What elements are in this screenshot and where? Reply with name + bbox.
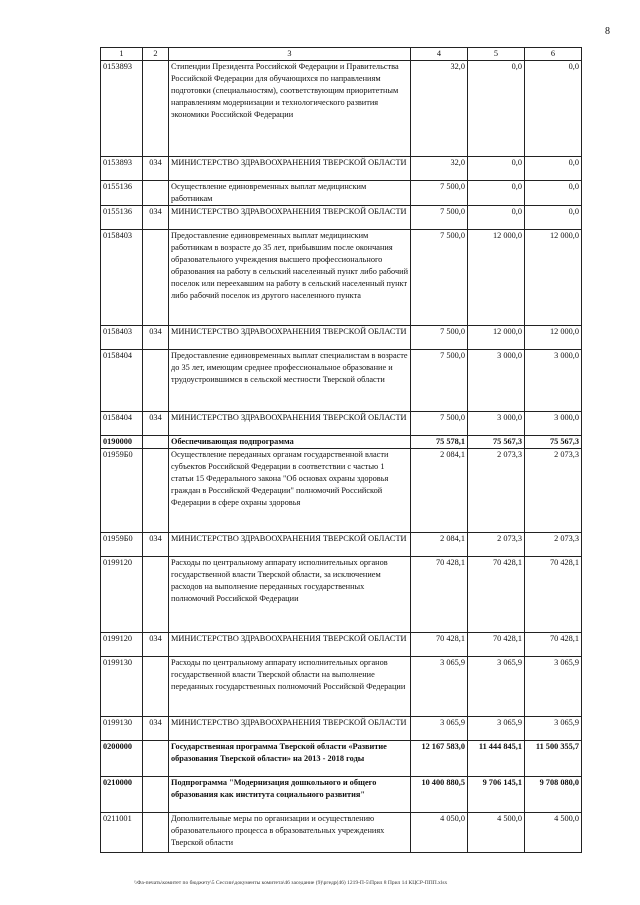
cell-amount-2016: 7 500,0 [411, 350, 468, 412]
table-row [101, 61, 582, 157]
column-header: 5 [468, 48, 525, 61]
table-row [101, 206, 582, 230]
cell-name: МИНИСТЕРСТВО ЗДРАВООХРАНЕНИЯ ТВЕРСКОЙ ОБЛАСТИ [169, 633, 411, 657]
cell-amount-2017: 0,0 [468, 181, 525, 206]
table-row [101, 181, 582, 206]
cell-amount-2018: 3 065,9 [525, 657, 582, 717]
cell-amount-2017: 75 567,3 [468, 436, 525, 449]
cell-amount-2016: 70 428,1 [411, 633, 468, 657]
cell-amount-2016: 3 065,9 [411, 717, 468, 741]
cell-amount-2017: 3 065,9 [468, 717, 525, 741]
cell-code: 0211001 [101, 813, 143, 853]
table-row [101, 412, 582, 436]
table-row [101, 633, 582, 657]
cell-amount-2017: 2 073,3 [468, 533, 525, 557]
cell-amount-2018: 4 500,0 [525, 813, 582, 853]
cell-amount-2018: 70 428,1 [525, 557, 582, 633]
cell-department [143, 813, 169, 853]
table-row [101, 230, 582, 326]
cell-amount-2018: 9 708 080,0 [525, 777, 582, 813]
cell-code: 0199120 [101, 633, 143, 657]
cell-name: Подпрограмма "Модернизация дошкольного и общего образования как института социального развития" [169, 777, 411, 813]
column-header: 1 [101, 48, 143, 61]
cell-department [143, 230, 169, 326]
cell-amount-2018: 11 500 355,7 [525, 741, 582, 777]
cell-name: МИНИСТЕРСТВО ЗДРАВООХРАНЕНИЯ ТВЕРСКОЙ ОБЛАСТИ [169, 157, 411, 181]
cell-code: 0199130 [101, 717, 143, 741]
page-number: 8 [605, 26, 610, 37]
cell-code: 0153893 [101, 61, 143, 157]
cell-amount-2017: 11 444 845,1 [468, 741, 525, 777]
cell-amount-2018: 12 000,0 [525, 230, 582, 326]
cell-amount-2018: 2 073,3 [525, 449, 582, 533]
table-row [101, 813, 582, 853]
budget-table [100, 47, 582, 853]
column-header: 3 [169, 48, 411, 61]
table-row [101, 741, 582, 777]
cell-amount-2016: 12 167 583,0 [411, 741, 468, 777]
cell-department [143, 181, 169, 206]
cell-amount-2018: 3 065,9 [525, 717, 582, 741]
cell-amount-2018: 75 567,3 [525, 436, 582, 449]
cell-amount-2016: 7 500,0 [411, 181, 468, 206]
cell-amount-2018: 0,0 [525, 181, 582, 206]
cell-department: 034 [143, 206, 169, 230]
cell-name: Предоставление единовременных выплат медицинским работникам в возрасте до 35 лет, прибывшим после окончания образовательного учреждения высшего профессионального образования на работу в сельский населенный пункт либо рабочий поселок или переехавшим на работу в сельский населенный пункт либо рабочий поселок из другого населенного пункта [169, 230, 411, 326]
table-row [101, 533, 582, 557]
cell-amount-2017: 0,0 [468, 61, 525, 157]
file-path-footer: \\Фа-печать\комитет по бюджету\5 Сессии\документы комитета\46 заседание (9)\ргедр(46) 1219-П-5\Прил 8 Прил 14 КЦСР-ППП.xlsx [134, 880, 448, 886]
cell-amount-2017: 12 000,0 [468, 230, 525, 326]
cell-department [143, 61, 169, 157]
cell-amount-2018: 0,0 [525, 157, 582, 181]
cell-amount-2016: 70 428,1 [411, 557, 468, 633]
table-row [101, 717, 582, 741]
cell-amount-2017: 3 000,0 [468, 350, 525, 412]
cell-amount-2018: 12 000,0 [525, 326, 582, 350]
cell-amount-2018: 2 073,3 [525, 533, 582, 557]
cell-amount-2016: 10 400 880,5 [411, 777, 468, 813]
cell-amount-2018: 3 000,0 [525, 412, 582, 436]
cell-amount-2017: 0,0 [468, 206, 525, 230]
cell-department [143, 557, 169, 633]
cell-code: 0158403 [101, 326, 143, 350]
table-row [101, 657, 582, 717]
cell-name: МИНИСТЕРСТВО ЗДРАВООХРАНЕНИЯ ТВЕРСКОЙ ОБЛАСТИ [169, 412, 411, 436]
cell-name: Расходы по центральному аппарату исполнительных органов государственной власти Тверской области, за исключением расходов на выполнение переданных государственных полномочий Российской Федерации [169, 557, 411, 633]
cell-code: 0158404 [101, 412, 143, 436]
table-row [101, 777, 582, 813]
cell-name: Осуществление переданных органам государственной власти субъектов Российской Федерации в соответствии с частью 1 статьи 15 Федерального закона "Об основах охраны здоровья граждан в Российской Федерации" полномочий Российской Федерации в сфере охраны здоровья [169, 449, 411, 533]
cell-name: Предоставление единовременных выплат специалистам в возрасте до 35 лет, имеющим среднее профессиональное образование и трудоустроившимся в сельской местности Тверской области [169, 350, 411, 412]
cell-department: 034 [143, 717, 169, 741]
cell-amount-2017: 70 428,1 [468, 557, 525, 633]
cell-name: МИНИСТЕРСТВО ЗДРАВООХРАНЕНИЯ ТВЕРСКОЙ ОБЛАСТИ [169, 326, 411, 350]
cell-amount-2016: 3 065,9 [411, 657, 468, 717]
cell-name: Стипендии Президента Российской Федерации и Правительства Российской Федерации для обучающихся по направлениям подготовки (специальностям), соответствующим приоритетным направлениям модернизации и технологического развития экономики Российской Федерации [169, 61, 411, 157]
cell-code: 0158404 [101, 350, 143, 412]
cell-name: МИНИСТЕРСТВО ЗДРАВООХРАНЕНИЯ ТВЕРСКОЙ ОБЛАСТИ [169, 533, 411, 557]
table-row [101, 157, 582, 181]
cell-amount-2016: 75 578,1 [411, 436, 468, 449]
table-row [101, 557, 582, 633]
cell-department [143, 436, 169, 449]
cell-amount-2018: 0,0 [525, 61, 582, 157]
table-row [101, 436, 582, 449]
cell-code: 01959Б0 [101, 533, 143, 557]
cell-amount-2016: 7 500,0 [411, 230, 468, 326]
table-row [101, 449, 582, 533]
cell-name: Дополнительные меры по организации и осуществлению образовательного процесса в образовательных учреждениях Тверской области [169, 813, 411, 853]
cell-code: 0155136 [101, 206, 143, 230]
cell-code: 0200000 [101, 741, 143, 777]
cell-code: 0158403 [101, 230, 143, 326]
column-number-row [101, 48, 582, 61]
cell-amount-2016: 7 500,0 [411, 412, 468, 436]
cell-department: 034 [143, 157, 169, 181]
cell-code: 0199130 [101, 657, 143, 717]
cell-amount-2016: 32,0 [411, 61, 468, 157]
cell-department [143, 777, 169, 813]
cell-name: МИНИСТЕРСТВО ЗДРАВООХРАНЕНИЯ ТВЕРСКОЙ ОБЛАСТИ [169, 206, 411, 230]
cell-name: МИНИСТЕРСТВО ЗДРАВООХРАНЕНИЯ ТВЕРСКОЙ ОБЛАСТИ [169, 717, 411, 741]
cell-amount-2018: 70 428,1 [525, 633, 582, 657]
cell-amount-2016: 32,0 [411, 157, 468, 181]
cell-amount-2016: 7 500,0 [411, 326, 468, 350]
table-row [101, 326, 582, 350]
cell-amount-2016: 4 050,0 [411, 813, 468, 853]
cell-name: Государственная программа Тверской области «Развитие образования Тверской области» на 2013 - 2018 годы [169, 741, 411, 777]
cell-amount-2017: 12 000,0 [468, 326, 525, 350]
cell-code: 0199120 [101, 557, 143, 633]
cell-amount-2018: 0,0 [525, 206, 582, 230]
cell-amount-2017: 0,0 [468, 157, 525, 181]
cell-name: Расходы по центральному аппарату исполнительных органов государственной власти Тверской области на выполнение переданных государственных полномочий Российской Федерации [169, 657, 411, 717]
cell-department: 034 [143, 633, 169, 657]
column-header: 6 [525, 48, 582, 61]
cell-code: 01959Б0 [101, 449, 143, 533]
cell-amount-2017: 9 706 145,1 [468, 777, 525, 813]
cell-amount-2017: 3 065,9 [468, 657, 525, 717]
cell-amount-2018: 3 000,0 [525, 350, 582, 412]
cell-amount-2016: 2 084,1 [411, 533, 468, 557]
cell-department: 034 [143, 412, 169, 436]
cell-amount-2016: 7 500,0 [411, 206, 468, 230]
cell-amount-2017: 70 428,1 [468, 633, 525, 657]
cell-name: Обеспечивающая подпрограмма [169, 436, 411, 449]
cell-amount-2017: 4 500,0 [468, 813, 525, 853]
cell-department: 034 [143, 326, 169, 350]
column-header: 2 [143, 48, 169, 61]
cell-code: 0190000 [101, 436, 143, 449]
cell-department [143, 657, 169, 717]
cell-amount-2017: 2 073,3 [468, 449, 525, 533]
cell-department [143, 741, 169, 777]
table-row [101, 350, 582, 412]
cell-code: 0155136 [101, 181, 143, 206]
cell-department: 034 [143, 533, 169, 557]
cell-amount-2016: 2 084,1 [411, 449, 468, 533]
cell-amount-2017: 3 000,0 [468, 412, 525, 436]
cell-code: 0210000 [101, 777, 143, 813]
cell-department [143, 449, 169, 533]
cell-name: Осуществление единовременных выплат медицинским работникам [169, 181, 411, 206]
cell-department [143, 350, 169, 412]
cell-code: 0153893 [101, 157, 143, 181]
column-header: 4 [411, 48, 468, 61]
